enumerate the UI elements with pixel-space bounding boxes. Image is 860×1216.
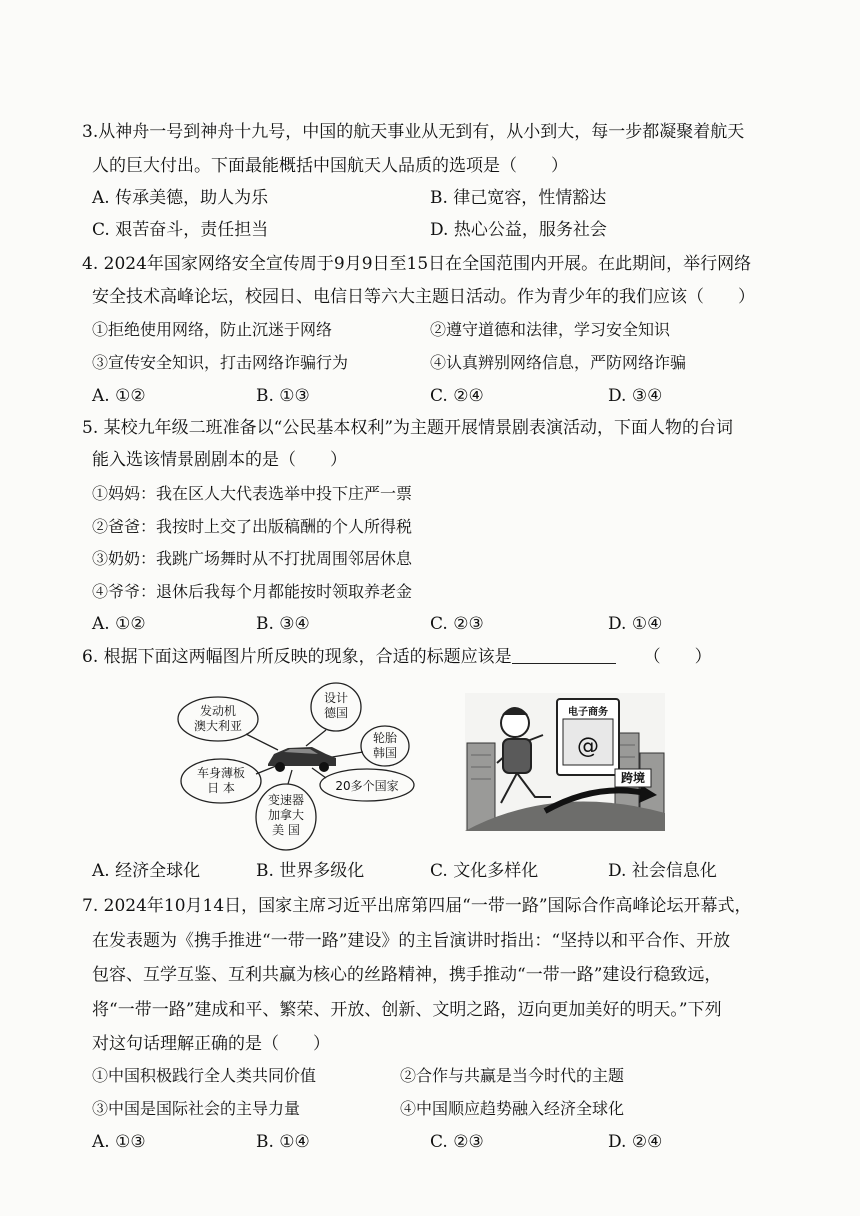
q6-option-c: C. 文化多样化 bbox=[430, 861, 539, 881]
q6-stem-bracket: （ ） bbox=[643, 647, 712, 667]
q5-statement-2: ②爸爸：我按时上交了出版稿酬的个人所得税 bbox=[92, 517, 413, 536]
q5-stem-line-2: 能入选该情景剧剧本的是（ ） bbox=[92, 450, 347, 470]
fig-label-transmission-country-2: 美 国 bbox=[272, 823, 300, 837]
q6-option-b: B. 世界多级化 bbox=[256, 861, 365, 881]
q3-option-c: C. 艰苦奋斗，责任担当 bbox=[92, 220, 269, 240]
fig-label-engine: 发动机 bbox=[199, 704, 237, 718]
q7-stem-line-4: 将“一带一路”建成和平、繁荣、开放、创新、文明之路，迈向更加美好的明天。”下列 bbox=[92, 1000, 722, 1020]
q6-option-d: D. 社会信息化 bbox=[608, 861, 717, 881]
q3-option-b: B. 律己宽容，性情豁达 bbox=[430, 188, 607, 208]
q4-stem-line-2: 安全技术高峰论坛，校园日、电信日等六大主题日活动。作为青少年的我们应该（ ） bbox=[92, 287, 755, 307]
fig-label-design-country: 德国 bbox=[323, 706, 349, 720]
q4-statement-4: ④认真辨别网络信息，严防网络诈骗 bbox=[430, 353, 687, 372]
q4-statement-1: ①拒绝使用网络，防止沉迷于网络 bbox=[92, 320, 333, 339]
q5-option-d: D. ①④ bbox=[608, 614, 663, 634]
q5-option-b: B. ③④ bbox=[256, 614, 310, 634]
fig-label-tire: 轮胎 bbox=[372, 731, 398, 745]
q4-statement-3: ③宣传安全知识，打击网络诈骗行为 bbox=[92, 353, 349, 372]
q3-option-d: D. 热心公益，服务社会 bbox=[430, 220, 607, 240]
fig-label-ecommerce: 电子商务 bbox=[568, 707, 608, 718]
fig-label-engine-country: 澳大利亚 bbox=[193, 719, 243, 733]
q7-statement-2: ②合作与共赢是当今时代的主题 bbox=[400, 1066, 625, 1085]
q4-option-c: C. ②④ bbox=[430, 386, 484, 406]
fig-label-tire-country: 韩国 bbox=[372, 746, 398, 760]
q7-stem-line-5: 对这句话理解正确的是（ ） bbox=[92, 1034, 330, 1054]
q4-statement-2: ②遵守道德和法律，学习安全知识 bbox=[430, 320, 671, 339]
q3-stem-line-1: 3.从神舟一号到神舟十九号，中国的航天事业从无到有，从小到大，每一步都凝聚着航天 bbox=[82, 122, 745, 142]
q5-statement-3: ③奶奶：我跳广场舞时从不打扰周围邻居休息 bbox=[92, 549, 413, 568]
fig-label-transmission-country-1: 加拿大 bbox=[267, 808, 305, 822]
q7-option-a: A. ①③ bbox=[92, 1132, 146, 1152]
q7-option-b: B. ①④ bbox=[256, 1132, 310, 1152]
q6-stem bbox=[82, 645, 712, 669]
q7-stem-line-1: 7. 2024年10月14日，国家主席习近平出席第四届“一带一路”国际合作高峰论坛开幕式， bbox=[82, 896, 752, 916]
fig-label-body: 车身薄板 bbox=[196, 766, 246, 780]
fig-label-at: @ bbox=[577, 734, 599, 759]
computer-monitor-icon bbox=[557, 699, 619, 775]
q5-stem-line-1: 5. 某校九年级二班准备以“公民基本权利”为主题开展情景剧表演活动，下面人物的台词 bbox=[82, 418, 734, 438]
q6-figure-car-parts bbox=[176, 680, 426, 852]
car-icon bbox=[268, 747, 336, 772]
q6-option-a: A. 经济全球化 bbox=[92, 861, 201, 881]
q7-statement-3: ③中国是国际社会的主导力量 bbox=[92, 1099, 301, 1118]
q3-option-a: A. 传承美德，助人为乐 bbox=[92, 188, 269, 208]
q4-option-a: A. ①② bbox=[92, 386, 146, 406]
q7-option-d: D. ②④ bbox=[608, 1132, 663, 1152]
q4-option-d: D. ③④ bbox=[608, 386, 663, 406]
q7-statement-1: ①中国积极践行全人类共同价值 bbox=[92, 1066, 317, 1085]
q5-option-c: C. ②③ bbox=[430, 614, 484, 634]
fig-label-countries: 20多个国家 bbox=[335, 779, 399, 793]
q3-stem-line-2: 人的巨大付出。下面最能概括中国航天人品质的选项是（ ） bbox=[92, 156, 568, 176]
q4-option-b: B. ①③ bbox=[256, 386, 310, 406]
fig-label-design: 设计 bbox=[323, 691, 349, 705]
fig-label-transmission: 变速器 bbox=[267, 793, 305, 807]
q5-option-a: A. ①② bbox=[92, 614, 146, 634]
q6-answer-blank bbox=[512, 663, 616, 664]
fig-label-cross-border: 跨境 bbox=[620, 771, 646, 785]
fig-label-body-country: 日 本 bbox=[207, 781, 235, 795]
q7-statement-4: ④中国顺应趋势融入经济全球化 bbox=[400, 1099, 625, 1118]
q4-stem-line-1: 4. 2024年国家网络安全宣传周于9月9日至15日在全国范围内开展。在此期间，举行网络 bbox=[82, 254, 752, 274]
q5-statement-4: ④爷爷：退休后我每个月都能按时领取养老金 bbox=[92, 582, 413, 601]
q7-stem-line-2: 在发表题为《携手推进“一带一路”建设》的主旨演讲时指出：“坚持以和平合作、开放 bbox=[92, 931, 731, 951]
q7-stem-line-3: 包容、互学互鉴、互利共赢为核心的丝路精神，携手推动“一带一路”建设行稳致远， bbox=[92, 965, 722, 985]
q6-figure-ecommerce bbox=[465, 693, 665, 831]
q5-statement-1: ①妈妈：我在区人大代表选举中投下庄严一票 bbox=[92, 484, 413, 503]
q6-stem-text: 6. 根据下面这两幅图片所反映的现象，合适的标题应该是 bbox=[82, 647, 512, 667]
q7-option-c: C. ②③ bbox=[430, 1132, 484, 1152]
